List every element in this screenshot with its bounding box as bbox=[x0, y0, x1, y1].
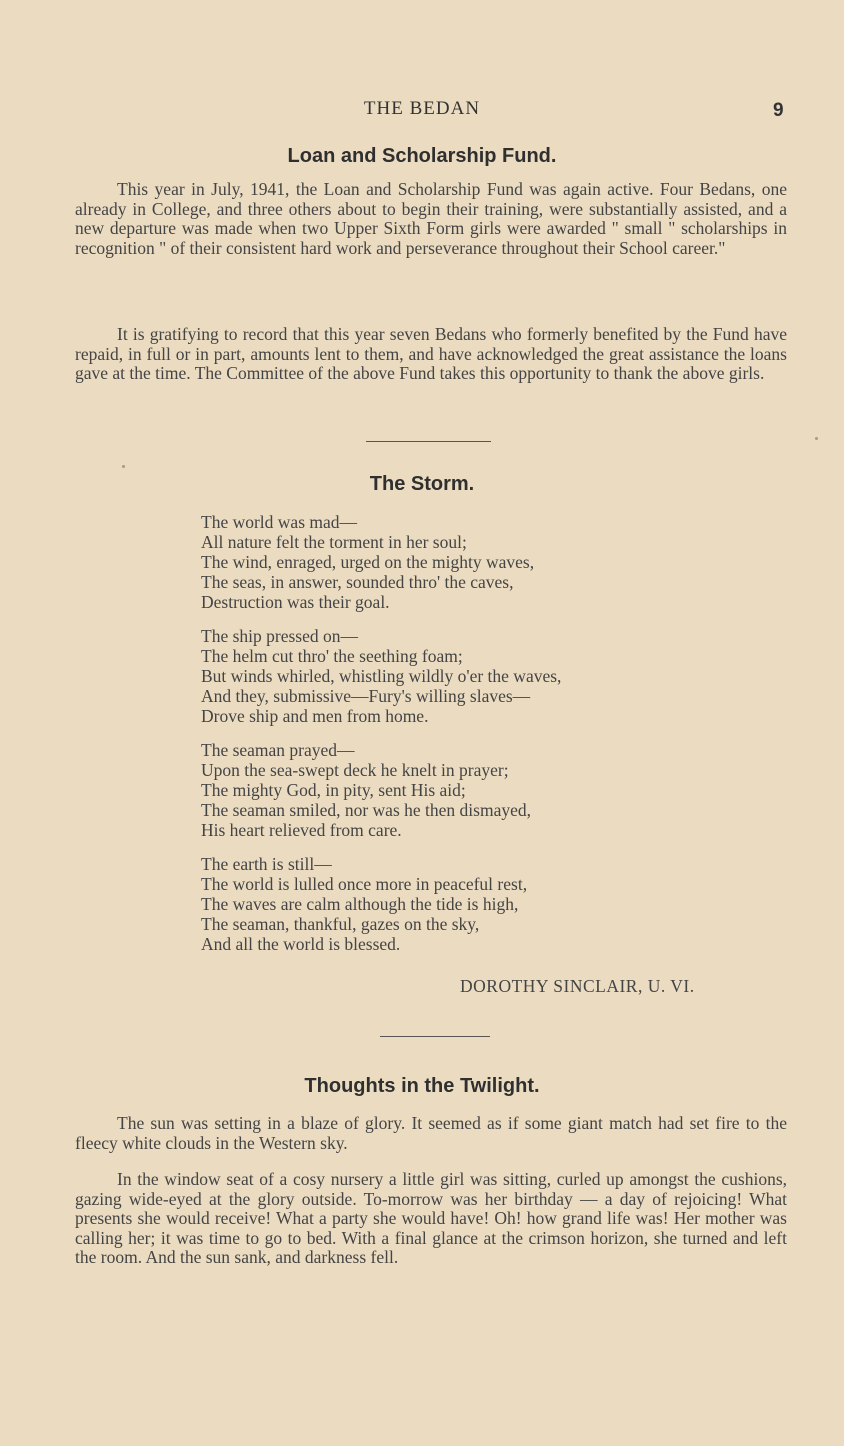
twilight-paragraph-1: The sun was setting in a blaze of glory. It seemed as if some giant match had set fire to the fleecy white clouds in the Western sky. bbox=[75, 1113, 787, 1153]
storm-poem bbox=[201, 512, 761, 968]
page-number: 9 bbox=[773, 100, 784, 121]
poem-line: The waves are calm although the tide is high, bbox=[201, 894, 519, 914]
paper-speck bbox=[815, 437, 818, 440]
loan-fund-heading: Loan and Scholarship Fund. bbox=[287, 145, 557, 167]
poem-line: The wind, enraged, urged on the mighty waves, bbox=[201, 552, 535, 572]
poem-line: The helm cut thro' the seething foam; bbox=[201, 646, 463, 666]
poem-line: The world is lulled once more in peaceful rest, bbox=[201, 874, 528, 894]
poem-stanza bbox=[201, 512, 761, 612]
poem-stanza bbox=[201, 740, 761, 840]
storm-heading: The Storm. bbox=[369, 473, 475, 495]
poem-line: The mighty God, in pity, sent His aid; bbox=[201, 780, 466, 800]
paper-speck bbox=[122, 465, 125, 468]
poem-line: The ship pressed on— bbox=[201, 626, 358, 646]
twilight-heading: Thoughts in the Twilight. bbox=[304, 1075, 540, 1097]
poem-line: And all the world is blessed. bbox=[201, 934, 401, 954]
poem-line: The earth is still— bbox=[201, 854, 332, 874]
poem-line: Destruction was their goal. bbox=[201, 592, 390, 612]
section-divider bbox=[380, 1036, 490, 1037]
loan-fund-paragraph-2: It is gratifying to record that this year seven Bedans who formerly benefited by the Fund have repaid, in full or in part, amounts lent to them, and have acknowledged the great assistance the loans gave at the time. The Committee of the above Fund takes this opportunity to thank the above girls. bbox=[75, 324, 787, 383]
poem-line: The world was mad— bbox=[201, 512, 358, 532]
running-title: THE BEDAN bbox=[363, 98, 481, 119]
poem-line: Drove ship and men from home. bbox=[201, 706, 429, 726]
poem-author: DOROTHY SINCLAIR, U. VI. bbox=[460, 976, 695, 996]
poem-line: The seaman, thankful, gazes on the sky, bbox=[201, 914, 480, 934]
poem-line: The seaman prayed— bbox=[201, 740, 355, 760]
twilight-paragraph-2: In the window seat of a cosy nursery a little girl was sitting, curled up amongst the cushions, gazing wide-eyed at the glory outside. To-morrow was her birthday — a day of rejoicing! What presents she would receive! What a party she would have! Oh! how grand life was! Her mother was calling her; it was time to go to bed. With a final glance at the crimson horizon, she turned and left the room. And the sun sank, and darkness fell. bbox=[75, 1169, 787, 1267]
poem-stanza bbox=[201, 626, 761, 726]
loan-fund-paragraph-1: This year in July, 1941, the Loan and Scholarship Fund was again active. Four Bedans, one already in College, and three others about to begin their training, were substantially assisted, and a new departure was made when two Upper Sixth Form girls were awarded " small " scholarships in recognition " of their consistent hard work and perseverance throughout their School career." bbox=[75, 179, 787, 258]
poem-line: Upon the sea-swept deck he knelt in prayer; bbox=[201, 760, 509, 780]
poem-line: And they, submissive—Fury's willing slaves— bbox=[201, 686, 531, 706]
poem-line: His heart relieved from care. bbox=[201, 820, 402, 840]
section-divider bbox=[366, 441, 491, 442]
poem-line: All nature felt the torment in her soul; bbox=[201, 532, 467, 552]
poem-stanza bbox=[201, 854, 761, 954]
poem-line: The seas, in answer, sounded thro' the caves, bbox=[201, 572, 514, 592]
poem-line: But winds whirled, whistling wildly o'er the waves, bbox=[201, 666, 562, 686]
poem-line: The seaman smiled, nor was he then dismayed, bbox=[201, 800, 531, 820]
